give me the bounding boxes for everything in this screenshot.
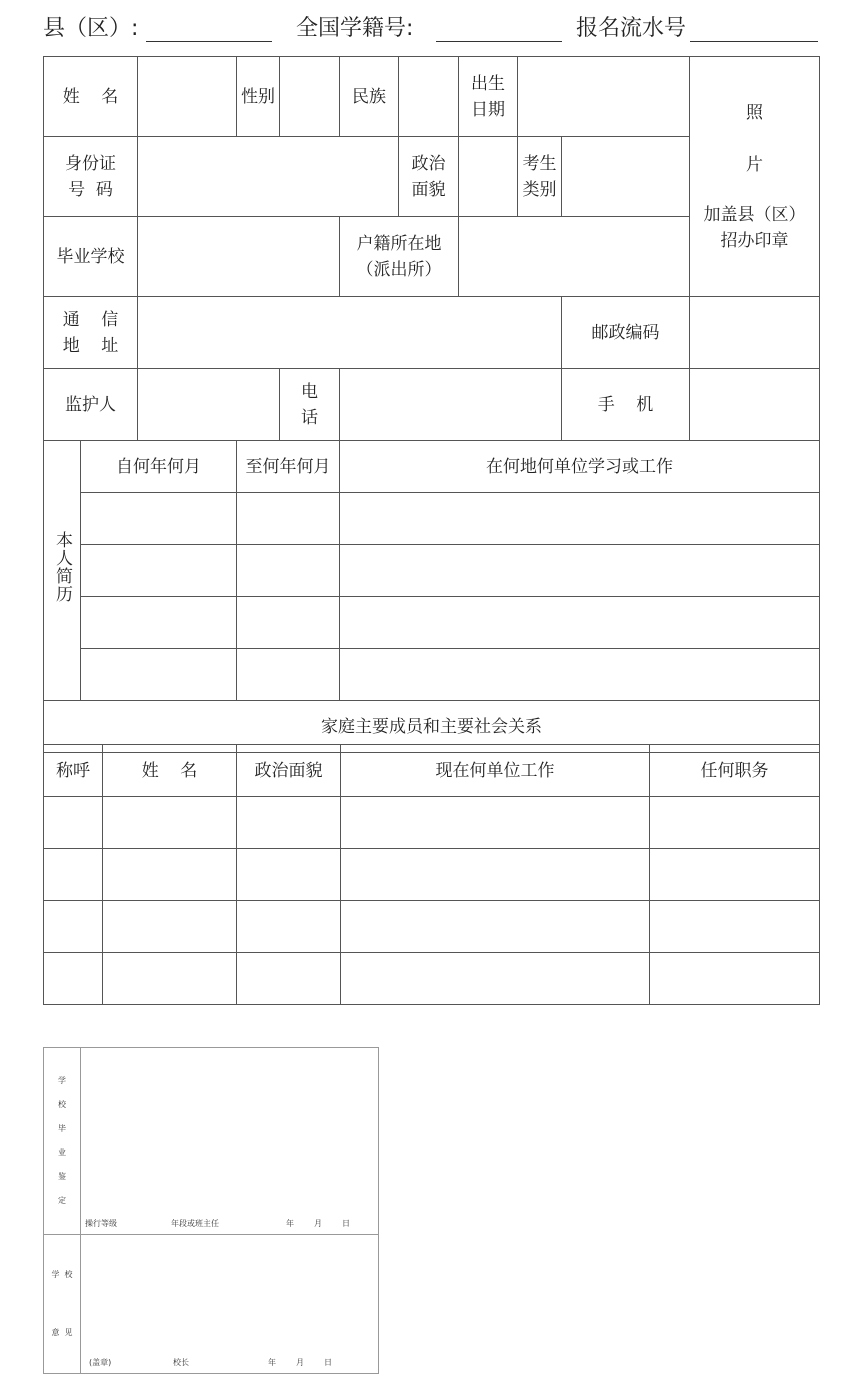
registration-form	[43, 56, 820, 753]
year-label: 年	[286, 1219, 294, 1228]
month-label-2: 月	[296, 1358, 304, 1367]
birth-label: 出生 日期	[459, 57, 518, 137]
guardian-label: 监护人	[44, 369, 138, 441]
resume-cell[interactable]	[237, 493, 340, 545]
seal-label: (盖章)	[89, 1358, 112, 1367]
family-cell[interactable]	[237, 797, 341, 849]
family-cell[interactable]	[237, 849, 341, 901]
family-cell[interactable]	[341, 953, 650, 1005]
day-label: 日	[342, 1219, 350, 1228]
phone-label: 电 话	[280, 369, 340, 441]
photo-box[interactable]: 照 片 加盖县（区） 招办印章	[690, 57, 820, 297]
school-opinion-field[interactable]	[81, 1235, 379, 1374]
ethnicity-field[interactable]	[399, 57, 459, 137]
family-col-relation: 称呼	[44, 745, 103, 797]
family-cell[interactable]	[341, 901, 650, 953]
family-cell[interactable]	[237, 901, 341, 953]
candidate-type-label: 考生 类别	[518, 137, 562, 217]
family-col-political: 政治面貌	[237, 745, 341, 797]
resume-cell[interactable]	[237, 649, 340, 701]
family-cell[interactable]	[103, 901, 237, 953]
year-label-2: 年	[268, 1358, 276, 1367]
postcode-field[interactable]	[690, 297, 820, 369]
school-field[interactable]	[138, 217, 340, 297]
family-cell[interactable]	[103, 797, 237, 849]
serial-label: 报名流水号	[576, 16, 687, 41]
resume-cell[interactable]	[81, 649, 237, 701]
resume-cell[interactable]	[340, 545, 820, 597]
resume-cell[interactable]	[237, 545, 340, 597]
political-label: 政治 面貌	[399, 137, 459, 217]
phone-field[interactable]	[340, 369, 562, 441]
name-label: 姓 名	[44, 57, 138, 137]
school-label: 毕业学校	[44, 217, 138, 297]
family-table	[43, 744, 820, 1005]
resume-cell[interactable]	[340, 493, 820, 545]
serial-blank[interactable]	[690, 41, 818, 42]
family-col-workplace: 现在何单位工作	[341, 745, 650, 797]
address-field[interactable]	[138, 297, 562, 369]
resume-cell[interactable]	[237, 597, 340, 649]
family-cell[interactable]	[650, 953, 820, 1005]
resume-col-to: 至何年何月	[237, 441, 340, 493]
family-cell[interactable]	[44, 953, 103, 1005]
family-cell[interactable]	[650, 849, 820, 901]
ethnicity-label: 民族	[340, 57, 399, 137]
county-blank[interactable]	[146, 41, 272, 42]
id-label: 身份证 号 码	[44, 137, 138, 217]
family-cell[interactable]	[650, 797, 820, 849]
county-label: 县（区）:	[43, 16, 139, 41]
family-cell[interactable]	[650, 901, 820, 953]
household-label: 户籍所在地 （派出所）	[340, 217, 459, 297]
name-field[interactable]	[138, 57, 237, 137]
conduct-grade-label: 操行等级	[85, 1219, 117, 1228]
family-cell[interactable]	[44, 797, 103, 849]
guardian-field[interactable]	[138, 369, 280, 441]
address-label: 通 信 地 址	[44, 297, 138, 369]
mobile-label: 手 机	[562, 369, 690, 441]
day-label-2: 日	[324, 1358, 332, 1367]
resume-cell[interactable]	[340, 597, 820, 649]
family-title: 家庭主要成员和主要社会关系	[44, 701, 820, 753]
resume-col-from: 自何年何月	[81, 441, 237, 493]
gender-label: 性别	[237, 57, 280, 137]
xueji-blank[interactable]	[436, 41, 562, 42]
gender-field[interactable]	[280, 57, 340, 137]
political-field[interactable]	[459, 137, 518, 217]
family-cell[interactable]	[44, 849, 103, 901]
family-cell[interactable]	[341, 849, 650, 901]
month-label: 月	[314, 1219, 322, 1228]
graduation-appraisal-label: 学 校 毕 业 鉴 定	[44, 1048, 81, 1235]
mobile-field[interactable]	[690, 369, 820, 441]
school-evaluation-form	[43, 1047, 379, 1374]
family-cell[interactable]	[44, 901, 103, 953]
resume-cell[interactable]	[340, 649, 820, 701]
resume-cell[interactable]	[81, 597, 237, 649]
family-col-position: 任何职务	[650, 745, 820, 797]
candidate-type-field[interactable]	[562, 137, 690, 217]
birth-field[interactable]	[518, 57, 690, 137]
graduation-appraisal-field[interactable]	[81, 1048, 379, 1235]
family-cell[interactable]	[103, 953, 237, 1005]
resume-cell[interactable]	[81, 545, 237, 597]
id-field[interactable]	[138, 137, 399, 217]
resume-col-place: 在何地何单位学习或工作	[340, 441, 820, 493]
family-cell[interactable]	[237, 953, 341, 1005]
family-cell[interactable]	[103, 849, 237, 901]
resume-label: 本人简历	[44, 441, 81, 701]
resume-cell[interactable]	[81, 493, 237, 545]
principal-label: 校长	[173, 1358, 189, 1367]
teacher-label: 年段或班主任	[171, 1219, 219, 1228]
postcode-label: 邮政编码	[562, 297, 690, 369]
household-field[interactable]	[459, 217, 690, 297]
school-opinion-label: 学 校 意 见	[44, 1235, 81, 1374]
family-col-name: 姓 名	[103, 745, 237, 797]
xueji-label: 全国学籍号:	[296, 16, 414, 41]
family-cell[interactable]	[341, 797, 650, 849]
